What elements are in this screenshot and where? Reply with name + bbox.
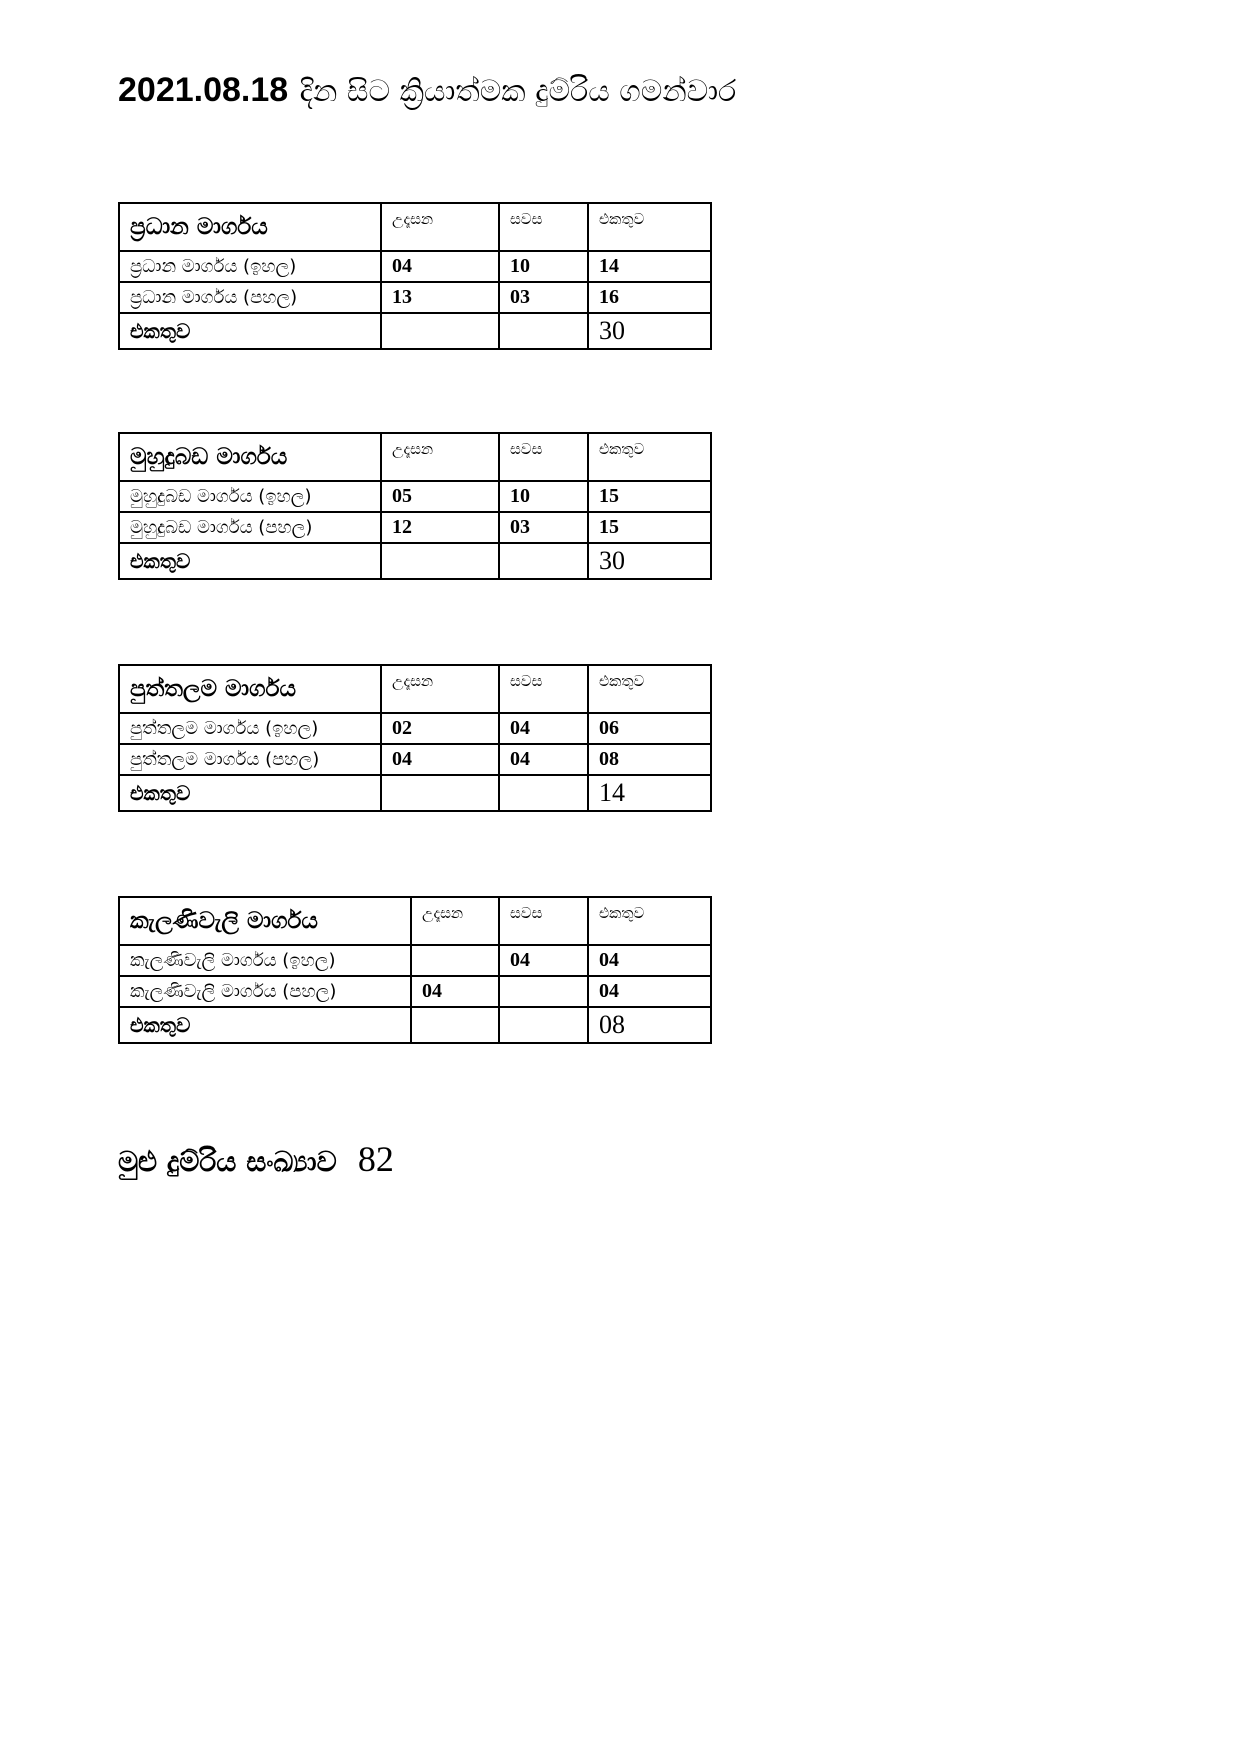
cell-evening: 04 — [499, 945, 588, 976]
empty-cell — [411, 1007, 499, 1043]
row-label: ප්‍රධාන මාර්ගය (ඉහල) — [119, 251, 381, 282]
column-header-morning: උදෑසන — [411, 897, 499, 945]
cell-evening: 10 — [499, 481, 588, 512]
cell-morning: 12 — [381, 512, 499, 543]
empty-cell — [499, 1007, 588, 1043]
cell-total: 16 — [588, 282, 711, 313]
column-header-total: එකතුව — [588, 665, 711, 713]
column-header-morning: උදෑසන — [381, 203, 499, 251]
table-row — [119, 744, 711, 775]
table-row — [119, 481, 711, 512]
cell-evening: 03 — [499, 282, 588, 313]
table-header-row — [119, 433, 711, 481]
cell-morning — [411, 945, 499, 976]
cell-total: 14 — [588, 251, 711, 282]
cell-morning: 04 — [411, 976, 499, 1007]
row-label: කැලණිවැලි මාර්ගය (පහල) — [119, 976, 411, 1007]
total-label: එකතුව — [119, 543, 381, 579]
column-header-total: එකතුව — [588, 897, 711, 945]
cell-total: 06 — [588, 713, 711, 744]
cell-total: 04 — [588, 976, 711, 1007]
total-value: 08 — [588, 1007, 711, 1043]
total-value: 30 — [588, 543, 711, 579]
cell-evening — [499, 976, 588, 1007]
cell-morning: 04 — [381, 251, 499, 282]
row-label: මුහුදුබඩ මාර්ගය (ඉහල) — [119, 481, 381, 512]
empty-cell — [499, 313, 588, 349]
row-label: මුහුදුබඩ මාර්ගය (පහල) — [119, 512, 381, 543]
table-total-row — [119, 1007, 711, 1043]
cell-evening: 10 — [499, 251, 588, 282]
kelani-valley-line-table — [118, 896, 712, 1044]
route-name: මුහුදුබඩ මාර්ගය — [119, 433, 381, 481]
cell-evening: 04 — [499, 744, 588, 775]
empty-cell — [381, 543, 499, 579]
table-row — [119, 713, 711, 744]
total-value: 30 — [588, 313, 711, 349]
row-label: ප්‍රධාන මාර්ගය (පහල) — [119, 282, 381, 313]
table-row — [119, 512, 711, 543]
cell-evening: 03 — [499, 512, 588, 543]
cell-evening: 04 — [499, 713, 588, 744]
table-row — [119, 251, 711, 282]
grand-total-value: 82 — [357, 1139, 394, 1179]
column-header-total: එකතුව — [588, 203, 711, 251]
table-total-row — [119, 543, 711, 579]
empty-cell — [499, 775, 588, 811]
grand-total-label: මුළු දුම්රිය සංඛ්‍යාව — [118, 1145, 337, 1178]
title-date: 2021.08.18 — [118, 71, 289, 109]
empty-cell — [381, 775, 499, 811]
coastal-line-table — [118, 432, 712, 580]
cell-morning: 02 — [381, 713, 499, 744]
table-header-row — [119, 665, 711, 713]
column-header-evening: සවස — [499, 665, 588, 713]
grand-total — [118, 1138, 394, 1180]
cell-total: 15 — [588, 481, 711, 512]
page-title — [118, 70, 736, 110]
puttalam-line-table — [118, 664, 712, 812]
cell-morning: 04 — [381, 744, 499, 775]
main-line-table — [118, 202, 712, 350]
total-label: එකතුව — [119, 1007, 411, 1043]
table-row — [119, 282, 711, 313]
column-header-evening: සවස — [499, 897, 588, 945]
row-label: පුත්තලම මාර්ගය (ඉහල) — [119, 713, 381, 744]
total-label: එකතුව — [119, 775, 381, 811]
table-row — [119, 945, 711, 976]
title-text: දින සිට ක්‍රියාත්මක දුම්රිය ගමන්වාර — [299, 74, 737, 109]
row-label: කැලණිවැලි මාර්ගය (ඉහල) — [119, 945, 411, 976]
table-row — [119, 976, 711, 1007]
empty-cell — [381, 313, 499, 349]
cell-total: 04 — [588, 945, 711, 976]
row-label: පුත්තලම මාර්ගය (පහල) — [119, 744, 381, 775]
cell-morning: 13 — [381, 282, 499, 313]
column-header-morning: උදෑසන — [381, 433, 499, 481]
route-name: පුත්තලම මාර්ගය — [119, 665, 381, 713]
table-header-row — [119, 203, 711, 251]
total-value: 14 — [588, 775, 711, 811]
cell-total: 08 — [588, 744, 711, 775]
column-header-evening: සවස — [499, 433, 588, 481]
column-header-total: එකතුව — [588, 433, 711, 481]
table-total-row — [119, 313, 711, 349]
empty-cell — [499, 543, 588, 579]
total-label: එකතුව — [119, 313, 381, 349]
table-header-row — [119, 897, 711, 945]
cell-morning: 05 — [381, 481, 499, 512]
column-header-evening: සවස — [499, 203, 588, 251]
route-name: ප්‍රධාන මාර්ගය — [119, 203, 381, 251]
column-header-morning: උදෑසන — [381, 665, 499, 713]
cell-total: 15 — [588, 512, 711, 543]
route-name: කැලණිවැලි මාර්ගය — [119, 897, 411, 945]
table-total-row — [119, 775, 711, 811]
